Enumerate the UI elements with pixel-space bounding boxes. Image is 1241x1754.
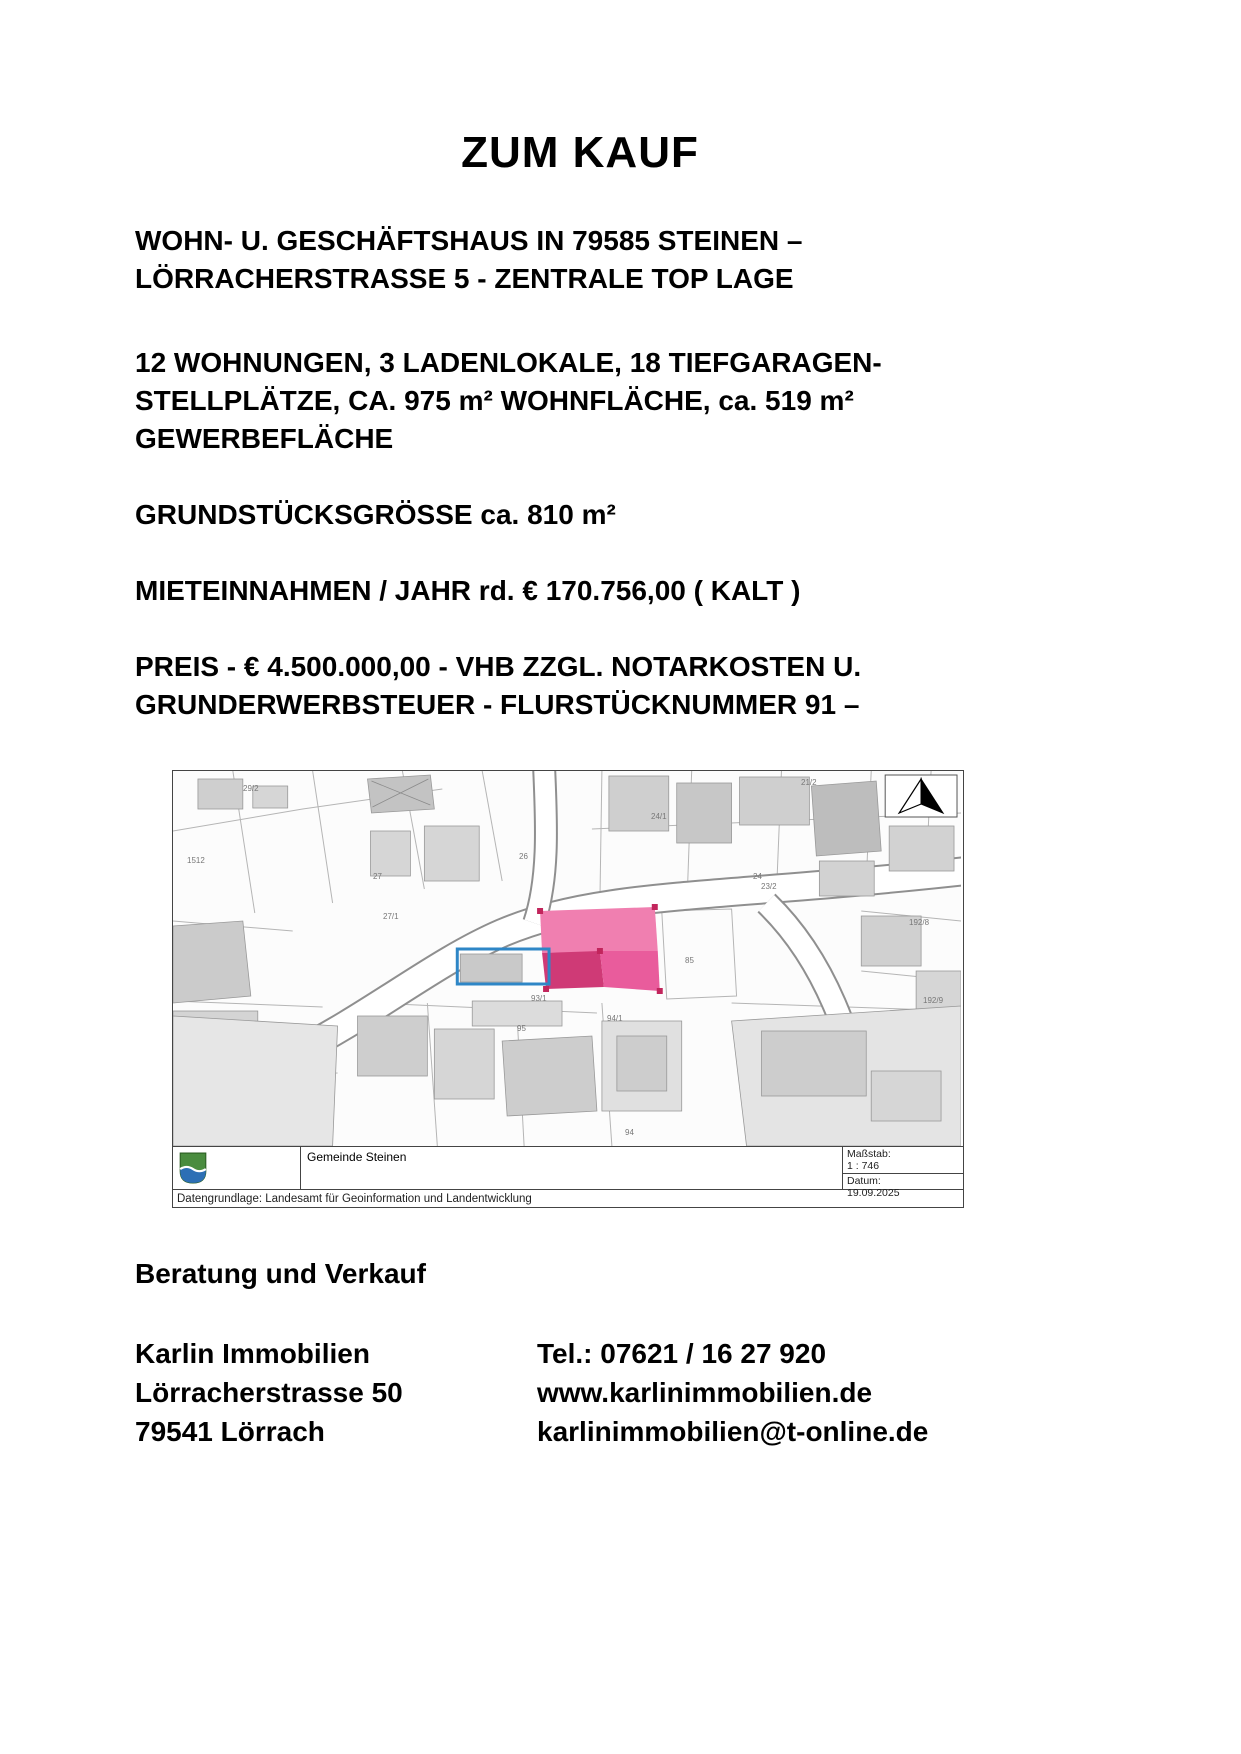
paragraph-rent: MIETEINNAHMEN / JAHR rd. € 170.756,00 ( KALT ) <box>135 575 801 606</box>
paragraph-plot-size: GRUNDSTÜCKSGRÖSSE ca. 810 m² <box>135 499 616 530</box>
contact-email: karlinimmobilien@t-online.de <box>537 1416 929 1447</box>
highlighted-parcel <box>537 904 663 994</box>
parcel-label: 26 <box>519 852 528 861</box>
parcel-label: 192/9 <box>923 996 944 1005</box>
map-date-label: Datum: <box>847 1175 881 1188</box>
map-logo-cell <box>173 1147 301 1189</box>
map-scale <box>843 1147 963 1174</box>
parcel-label: 27/1 <box>383 912 399 921</box>
page-title: ZUM KAUF <box>461 128 699 177</box>
company-city: 79541 Lörrach <box>135 1416 325 1447</box>
paragraph-features: 12 WOHNUNGEN, 3 LADENLOKALE, 18 TIEFGARAGEN-STELLPLÄTZE, CA. 975 m² WOHNFLÄCHE, ca. 519 m² GEWERBEFLÄCHE <box>135 347 882 454</box>
site-plan-figure <box>172 770 964 1208</box>
map-municipality: Gemeinde Steinen <box>301 1147 843 1189</box>
cadastral-map-drawing <box>173 771 961 1146</box>
contact-phone: Tel.: 07621 / 16 27 920 <box>537 1338 827 1369</box>
parcel-label: 85 <box>685 956 694 965</box>
footer-heading: Beratung und Verkauf <box>135 1258 426 1289</box>
map-scale-label: Maßstab: <box>847 1148 891 1160</box>
parcel-label: 94 <box>625 1128 634 1137</box>
map-date-value: 19.09.2025 <box>847 1187 900 1200</box>
parcel-label: 192/8 <box>909 918 930 927</box>
coat-of-arms-icon <box>179 1152 207 1184</box>
contact-website: www.karlinimmobilien.de <box>537 1377 873 1408</box>
parcel-label: 93/1 <box>531 994 547 1003</box>
map-meta-cell <box>843 1147 963 1200</box>
parcel-label: 27 <box>373 872 382 881</box>
company-name: Karlin Immobilien <box>135 1338 370 1369</box>
parcel-label: 24/1 <box>651 812 667 821</box>
parcel-label: 24 <box>753 872 762 881</box>
north-arrow-icon <box>885 775 957 817</box>
map-scale-value: 1 : 746 <box>847 1160 880 1173</box>
parcel-label: 95 <box>517 1024 526 1033</box>
company-address-block <box>135 1334 403 1451</box>
parcel-label: 23/2 <box>761 882 777 891</box>
map-source: Datengrundlage: Landesamt für Geoinformation und Landentwicklung <box>173 1189 963 1207</box>
paragraph-headline: WOHN- U. GESCHÄFTSHAUS IN 79585 STEINEN – LÖRRACHERSTRASSE 5 - ZENTRALE TOP LAGE <box>135 225 803 294</box>
parcel-label: 94/1 <box>607 1014 623 1023</box>
parcel-label: 29/2 <box>243 784 259 793</box>
parcel-label: 1512 <box>187 856 205 865</box>
company-street: Lörracherstrasse 50 <box>135 1377 403 1408</box>
parcel-label: 21/2 <box>801 778 817 787</box>
paragraph-price: PREIS - € 4.500.000,00 - VHB ZZGL. NOTARKOSTEN U. GRUNDERWERBSTEUER - FLURSTÜCKNUMMER 91 – <box>135 651 862 720</box>
cadastral-map <box>173 771 961 1146</box>
map-date <box>843 1174 963 1200</box>
contact-block <box>537 1334 928 1451</box>
